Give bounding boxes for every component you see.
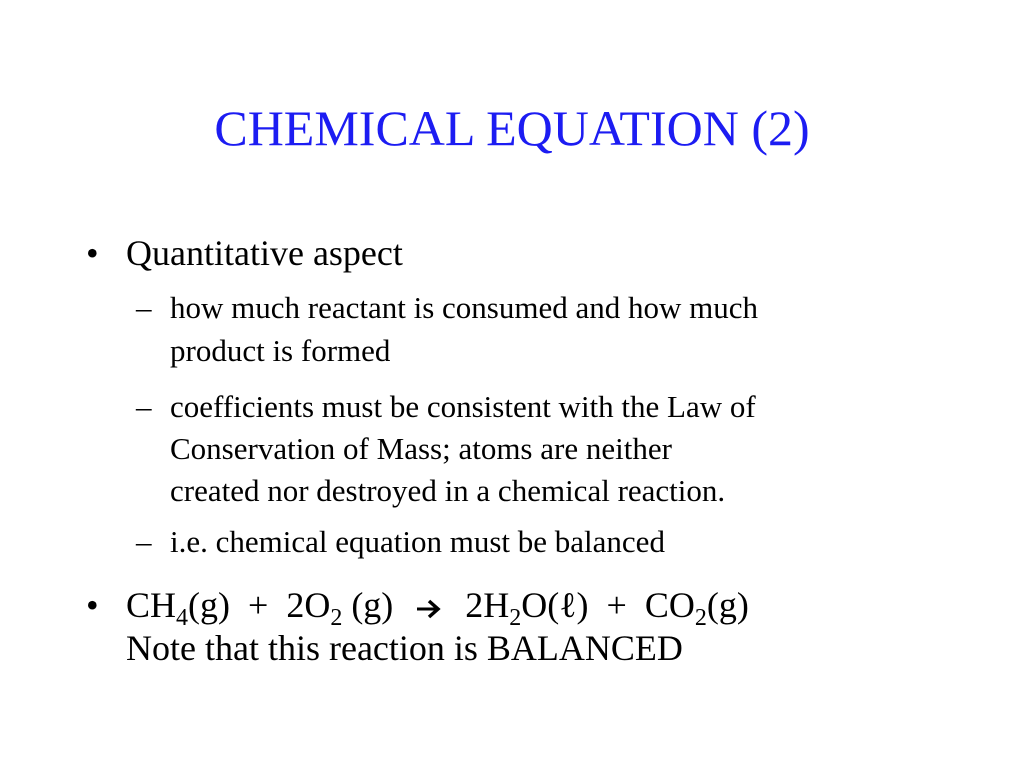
sub-bullet-line: product is formed — [170, 333, 391, 368]
bullet-dot-icon: • — [86, 585, 99, 625]
sub-bullet-line: how much reactant is consumed and how much — [170, 290, 758, 325]
right-arrow-icon — [415, 588, 443, 630]
reactant-ch4: $CH_4(g)$ — [126, 585, 230, 631]
sub-bullet-line: coefficients must be consistent with the Law of — [170, 389, 756, 424]
product-co2: $CO_2(g)$ — [644, 585, 749, 631]
product-h2o: $2H_2O(\ell)$ — [465, 585, 589, 631]
bullet-dot-icon: • — [86, 233, 99, 273]
sub-bullet-line: Conservation of Mass; atoms are neither — [170, 431, 672, 466]
balanced-note: Note that this reaction is BALANCED — [126, 628, 683, 668]
bullet-text: Quantitative aspect — [126, 233, 403, 273]
plus-sign: + — [248, 585, 269, 625]
dash-icon: – — [136, 389, 152, 424]
chemical-equation — [126, 584, 749, 630]
reactant-o2: $2O_2$ (g) — [286, 585, 394, 631]
plus-sign: + — [606, 585, 627, 625]
dash-icon: – — [136, 290, 152, 325]
sub-bullet-line: i.e. chemical equation must be balanced — [170, 524, 665, 559]
dash-icon: – — [136, 524, 152, 559]
sub-bullet-line: created nor destroyed in a chemical reaction. — [170, 473, 726, 508]
slide-title: CHEMICAL EQUATION (2) — [214, 100, 810, 156]
